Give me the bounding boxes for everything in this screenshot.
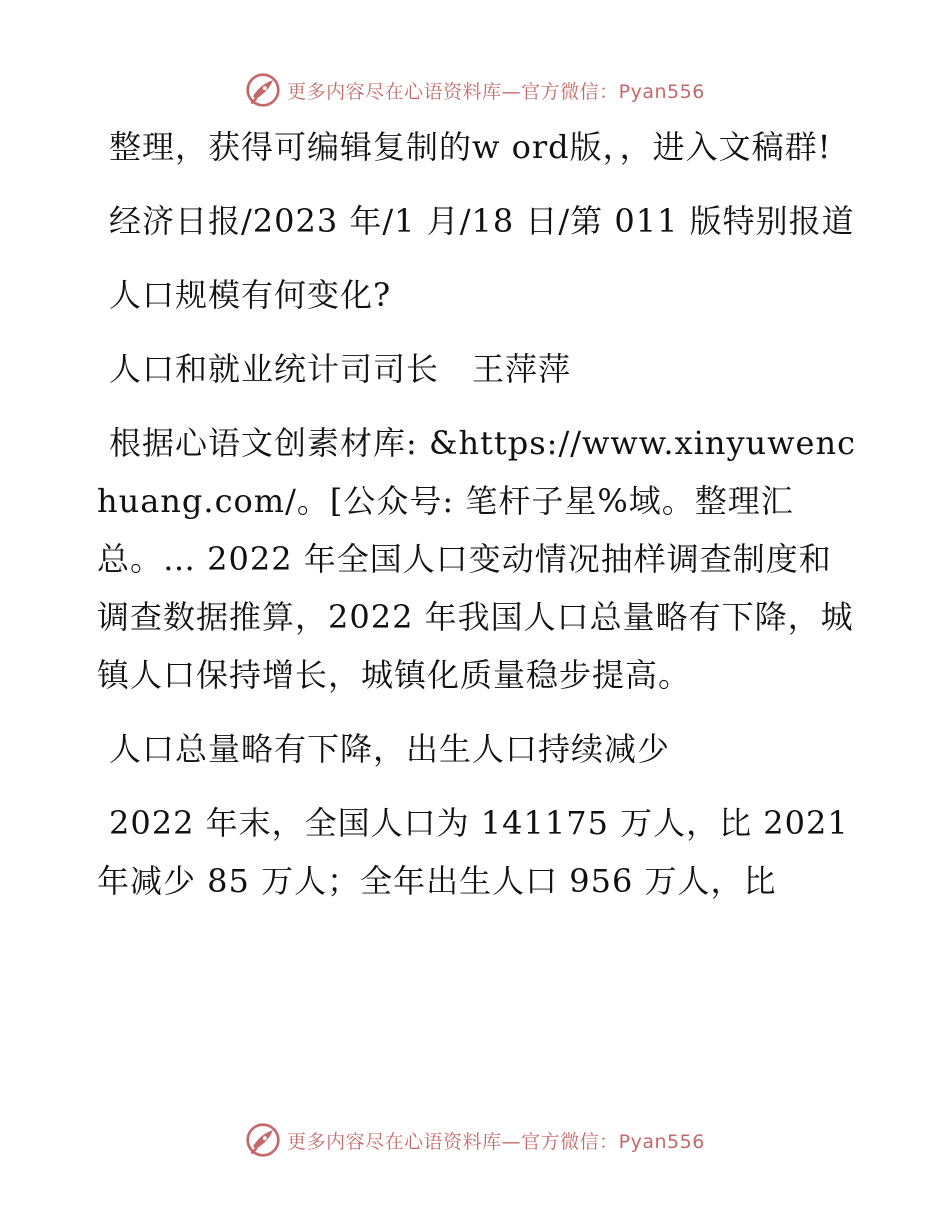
body-paragraph: 2022 年末，全国人口为 141175 万人，比 2021 年减少 85 万人；全年出生人口 956 万人，比 [97,804,860,900]
watermark-text: 更多内容尽在心语资料库—官方微信：Pyan556 [287,80,705,103]
footer-watermark [0,1120,950,1160]
section-heading: 人口总量略有下降，出生人口持续减少 [109,730,671,768]
watermark-text: 更多内容尽在心语资料库—官方微信：Pyan556 [287,1130,705,1153]
watermark-group [245,1122,705,1158]
author-line: 人口和就业统计司司长 王萍萍 [109,350,572,388]
article-title: 人口规模有何变化? [109,276,392,314]
header-watermark [0,70,950,110]
source-line: 经济日报/2023 年/1 月/18 日/第 011 版特别报道 [109,202,855,240]
body-paragraph: 根据心语文创素材库: &https://www.xinyuwenchuang.com/。[公众号: 笔杆子星%域。整理汇总。… 2022 年全国人口变动情况抽样调查制度和调查数据推算，2022 年我国人口总量略有下降，城镇人口保持增长，城镇化质量稳步提高。 [97,424,857,694]
pen-nib-logo-icon [245,72,281,108]
watermark-group [245,72,705,108]
pen-nib-logo-icon [245,1122,281,1158]
intro-paragraph: 整理，获得可编辑复制的w ord版，，进入文稿群! [109,128,832,166]
document-body [97,118,860,910]
